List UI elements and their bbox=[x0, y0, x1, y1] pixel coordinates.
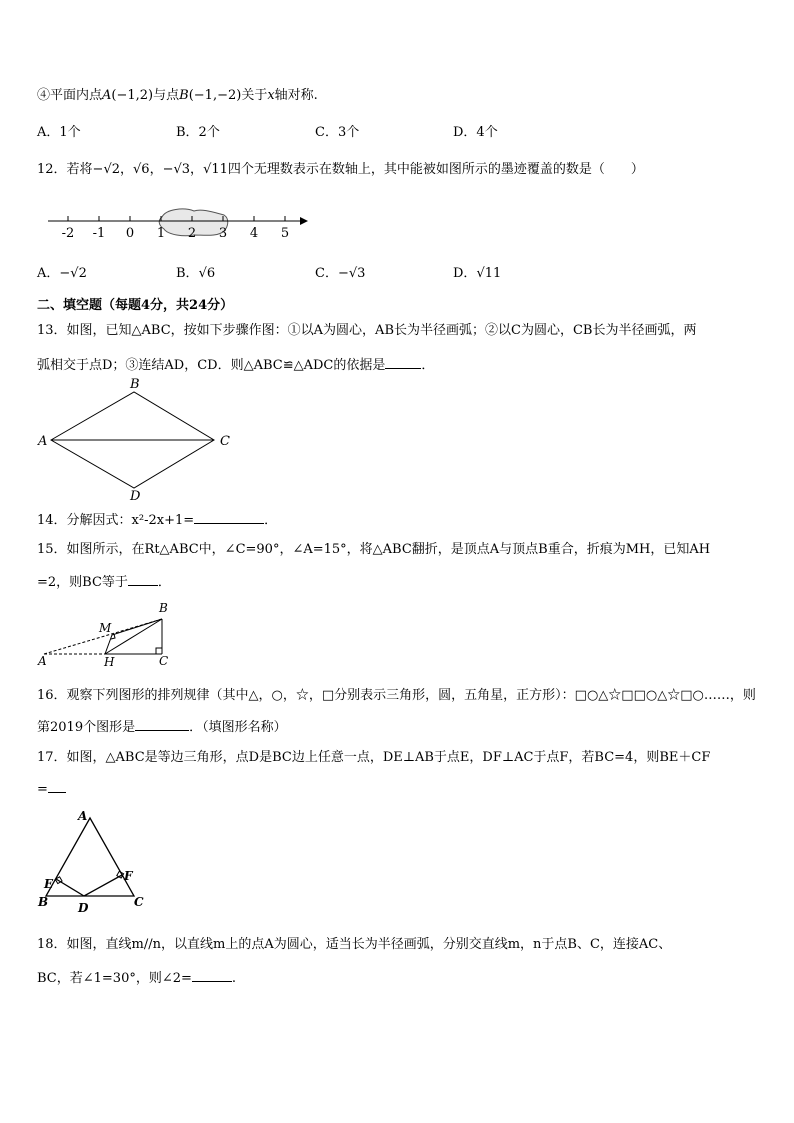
axis-arrow bbox=[300, 217, 308, 225]
label-b: B bbox=[159, 601, 168, 615]
tick-label: 0 bbox=[125, 226, 135, 241]
q13-line1: 13．如图，已知△ABC，按如下步骤作图：①以A为圆心，AB长为半径画弧；②以C为圆心，CB长为半径画弧，两 bbox=[37, 323, 697, 338]
tick-label: 4 bbox=[249, 226, 259, 241]
q17-line2: = bbox=[37, 778, 66, 800]
q18-line1: 18．如图，直线m//n，以直线m上的点A为圆心，适当长为半径画弧，分别交直线m，n于点B、C，连接AC、 bbox=[37, 937, 672, 952]
q13-figure bbox=[36, 377, 236, 504]
label-b: B bbox=[130, 377, 140, 392]
statement-4: ④平面内点A(−1,2)与点B(−1,−2)关于x轴对称. bbox=[37, 88, 318, 103]
q12-option-d: D．√11 bbox=[453, 266, 502, 281]
q17-line1: 17．如图，△ABC是等边三角形，点D是BC边上任意一点，DE⊥AB于点E，DF⊥AC于点F，若BC=4，则BE＋CF bbox=[37, 750, 711, 765]
q13-answer-blank[interactable] bbox=[385, 354, 421, 369]
label-c: C bbox=[159, 654, 169, 668]
tick-label: -2 bbox=[61, 226, 75, 241]
label-m: M bbox=[99, 621, 112, 635]
q15-figure bbox=[36, 600, 186, 670]
q17-answer-blank[interactable] bbox=[48, 778, 66, 793]
label-a: A bbox=[78, 809, 88, 823]
label-a: A bbox=[38, 434, 48, 449]
q12-option-c: C．−√3 bbox=[315, 266, 366, 281]
label-b: B bbox=[38, 895, 49, 909]
label-d: D bbox=[78, 901, 89, 915]
label-c: C bbox=[134, 895, 144, 909]
q15-answer-blank[interactable] bbox=[128, 571, 158, 586]
q18-answer-blank[interactable] bbox=[192, 967, 232, 982]
q12-stem: 12．若将−√2，√6，−√3，√11四个无理数表示在数轴上，其中能被如图所示的墨迹覆盖的数是（ ） bbox=[37, 162, 644, 177]
q14: 14．分解因式：x²-2x+1= ． bbox=[37, 509, 277, 531]
q14-answer-blank[interactable] bbox=[194, 509, 264, 524]
q11-option-b: B．2个 bbox=[176, 125, 220, 140]
label-a: A bbox=[38, 654, 47, 668]
q11-option-a: A．1个 bbox=[37, 125, 81, 140]
label-d: D bbox=[130, 489, 141, 504]
q12-option-b: B．√6 bbox=[176, 266, 216, 281]
label-c: C bbox=[220, 434, 230, 449]
label-f: F bbox=[124, 869, 133, 883]
q17-figure bbox=[36, 808, 166, 918]
q15-line2: =2，则BC等于 ． bbox=[37, 571, 171, 593]
q16-answer-blank[interactable] bbox=[135, 716, 189, 731]
label-e: E bbox=[44, 877, 54, 891]
q11-option-d: D．4个 bbox=[453, 125, 498, 140]
label-h: H bbox=[104, 655, 115, 669]
tick-label: 1 bbox=[156, 226, 166, 241]
tick-label: 5 bbox=[280, 226, 290, 241]
q11-option-c: C．3个 bbox=[315, 125, 360, 140]
q12-option-a: A．−√2 bbox=[37, 266, 87, 281]
number-line-figure bbox=[44, 205, 314, 255]
tick-label: 3 bbox=[218, 226, 228, 241]
section-2-heading: 二、填空题（每题4分，共24分） bbox=[37, 298, 234, 313]
tick-label: 2 bbox=[187, 226, 197, 241]
tick-label: -1 bbox=[92, 226, 106, 241]
q16-line1: 16．观察下列图形的排列规律（其中△，○，☆，□分别表示三角形，圆，五角星，正方形）：□○△☆□□○△☆□○……，则 bbox=[37, 688, 756, 703]
q13-line2: 弧相交于点D；③连结AD，CD．则△ABC≌△ADC的依据是 ． bbox=[37, 354, 434, 376]
q16-line2: 第2019个图形是 ．（填图形名称） bbox=[37, 716, 287, 738]
q15-line1: 15．如图所示，在Rt△ABC中，∠C=90°，∠A=15°，将△ABC翻折，是顶点A与顶点B重合，折痕为MH，已知AH bbox=[37, 542, 711, 557]
q18-line2: BC，若∠1=30°，则∠2= . bbox=[37, 967, 236, 989]
